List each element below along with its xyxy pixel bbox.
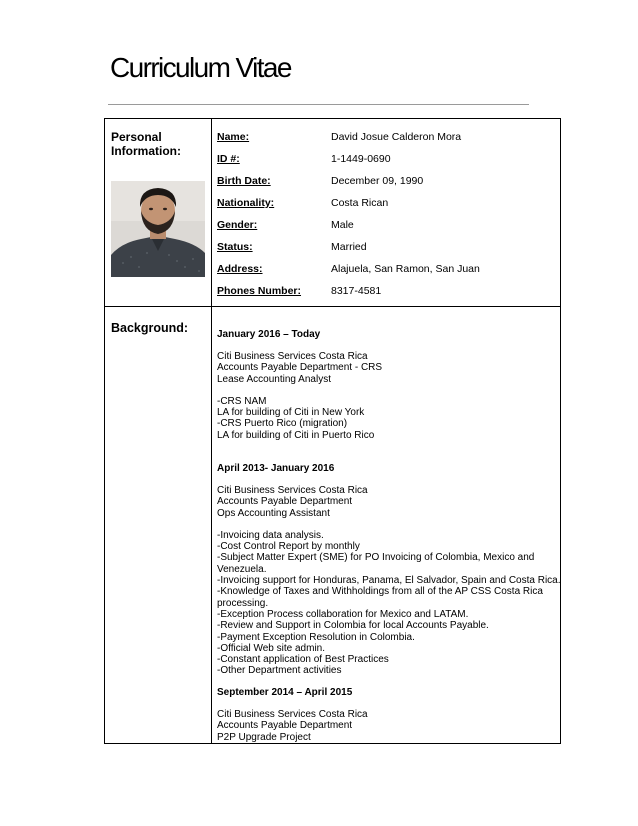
job-company-line: Accounts Payable Department xyxy=(217,496,353,508)
title-divider xyxy=(108,104,529,105)
job-detail-line: LA for building of Citi in Puerto Rico xyxy=(217,429,375,441)
personal-info-label: Nationality: xyxy=(217,197,275,209)
job-detail-line: -Payment Exception Resolution in Colombia. xyxy=(217,631,415,643)
personal-info-value: 8317-4581 xyxy=(331,285,382,297)
job-detail-line: LA for building of Citi in New York xyxy=(217,407,365,419)
job-detail-block xyxy=(217,529,561,677)
job-detail-line: Venezuela. xyxy=(217,563,267,575)
job-detail-line: -Constant application of Best Practices xyxy=(217,654,389,666)
job-company-line: P2P Upgrade Project xyxy=(217,731,311,743)
job-company-line: Citi Business Services Costa Rica xyxy=(217,709,368,720)
job-period: January 2016 – Today xyxy=(217,329,321,340)
personal-info-value: December 09, 1990 xyxy=(331,175,424,187)
background-label: Background: xyxy=(111,321,189,335)
personal-info-value: Costa Rican xyxy=(331,197,389,209)
personal-info-value: Alajuela, San Ramon, San Juan xyxy=(331,263,480,275)
job-company-line: Citi Business Services Costa Rica xyxy=(217,351,368,362)
document-title: Curriculum Vitae xyxy=(110,52,291,83)
job-period: September 2014 – April 2015 xyxy=(217,687,353,698)
personal-info-label: Status: xyxy=(217,241,253,253)
personal-info-value: 1-1449-0690 xyxy=(331,153,391,165)
job-company-line: Citi Business Services Costa Rica xyxy=(217,485,368,496)
job-detail-line: -CRS NAM xyxy=(217,395,267,407)
job-detail-block xyxy=(217,396,557,441)
job-period: April 2013- January 2016 xyxy=(217,463,335,474)
job-detail-line: -Invoicing data analysis. xyxy=(217,529,324,541)
job-detail-line: -CRS Puerto Rico (migration) xyxy=(217,418,348,430)
personal-info-value: Married xyxy=(331,241,367,253)
job-detail-line: -Review and Support in Colombia for local Accounts Payable. xyxy=(217,620,489,632)
column-divider xyxy=(211,119,212,743)
job-company-line: Accounts Payable Department - CRS xyxy=(217,362,383,374)
job-company-block xyxy=(217,709,557,743)
job-detail-line: processing. xyxy=(217,597,269,609)
personal-info-label: Name: xyxy=(217,131,250,143)
job-company-line: Lease Accounting Analyst xyxy=(217,373,331,385)
row-divider xyxy=(105,306,560,307)
personal-information-label: Personal Information: xyxy=(111,130,181,158)
job-company-block xyxy=(217,351,557,385)
personal-info-value: Male xyxy=(331,219,354,231)
job-entry xyxy=(217,329,557,441)
job-company-line: Accounts Payable Department xyxy=(217,720,353,732)
personal-info-label: Birth Date: xyxy=(217,175,271,187)
cv-table xyxy=(104,118,561,744)
job-company-block xyxy=(217,485,557,519)
personal-info-value: David Josue Calderon Mora xyxy=(331,131,462,143)
job-detail-line: -Official Web site admin. xyxy=(217,642,326,654)
personal-info-label: Address: xyxy=(217,263,263,275)
job-company-line: Ops Accounting Assistant xyxy=(217,507,330,519)
personal-info-label: Gender: xyxy=(217,219,258,231)
job-detail-line: -Other Department activities xyxy=(217,665,342,677)
personal-info-label: Phones Number: xyxy=(217,285,302,297)
job-entry xyxy=(217,687,557,743)
profile-photo xyxy=(111,181,205,277)
job-detail-line: -Knowledge of Taxes and Withholdings from all of the AP CSS Costa Rica xyxy=(217,586,543,598)
job-detail-line: -Invoicing support for Honduras, Panama, El Salvador, Spain and Costa Rica. xyxy=(217,575,561,587)
job-entry xyxy=(217,463,561,677)
job-detail-line: -Cost Control Report by monthly xyxy=(217,541,360,553)
job-detail-line: -Exception Process collaboration for Mexico and LATAM. xyxy=(217,608,469,620)
job-detail-line: -Subject Matter Expert (SME) for PO Invoicing of Colombia, Mexico and xyxy=(217,552,535,564)
personal-info-label: ID #: xyxy=(217,153,240,165)
